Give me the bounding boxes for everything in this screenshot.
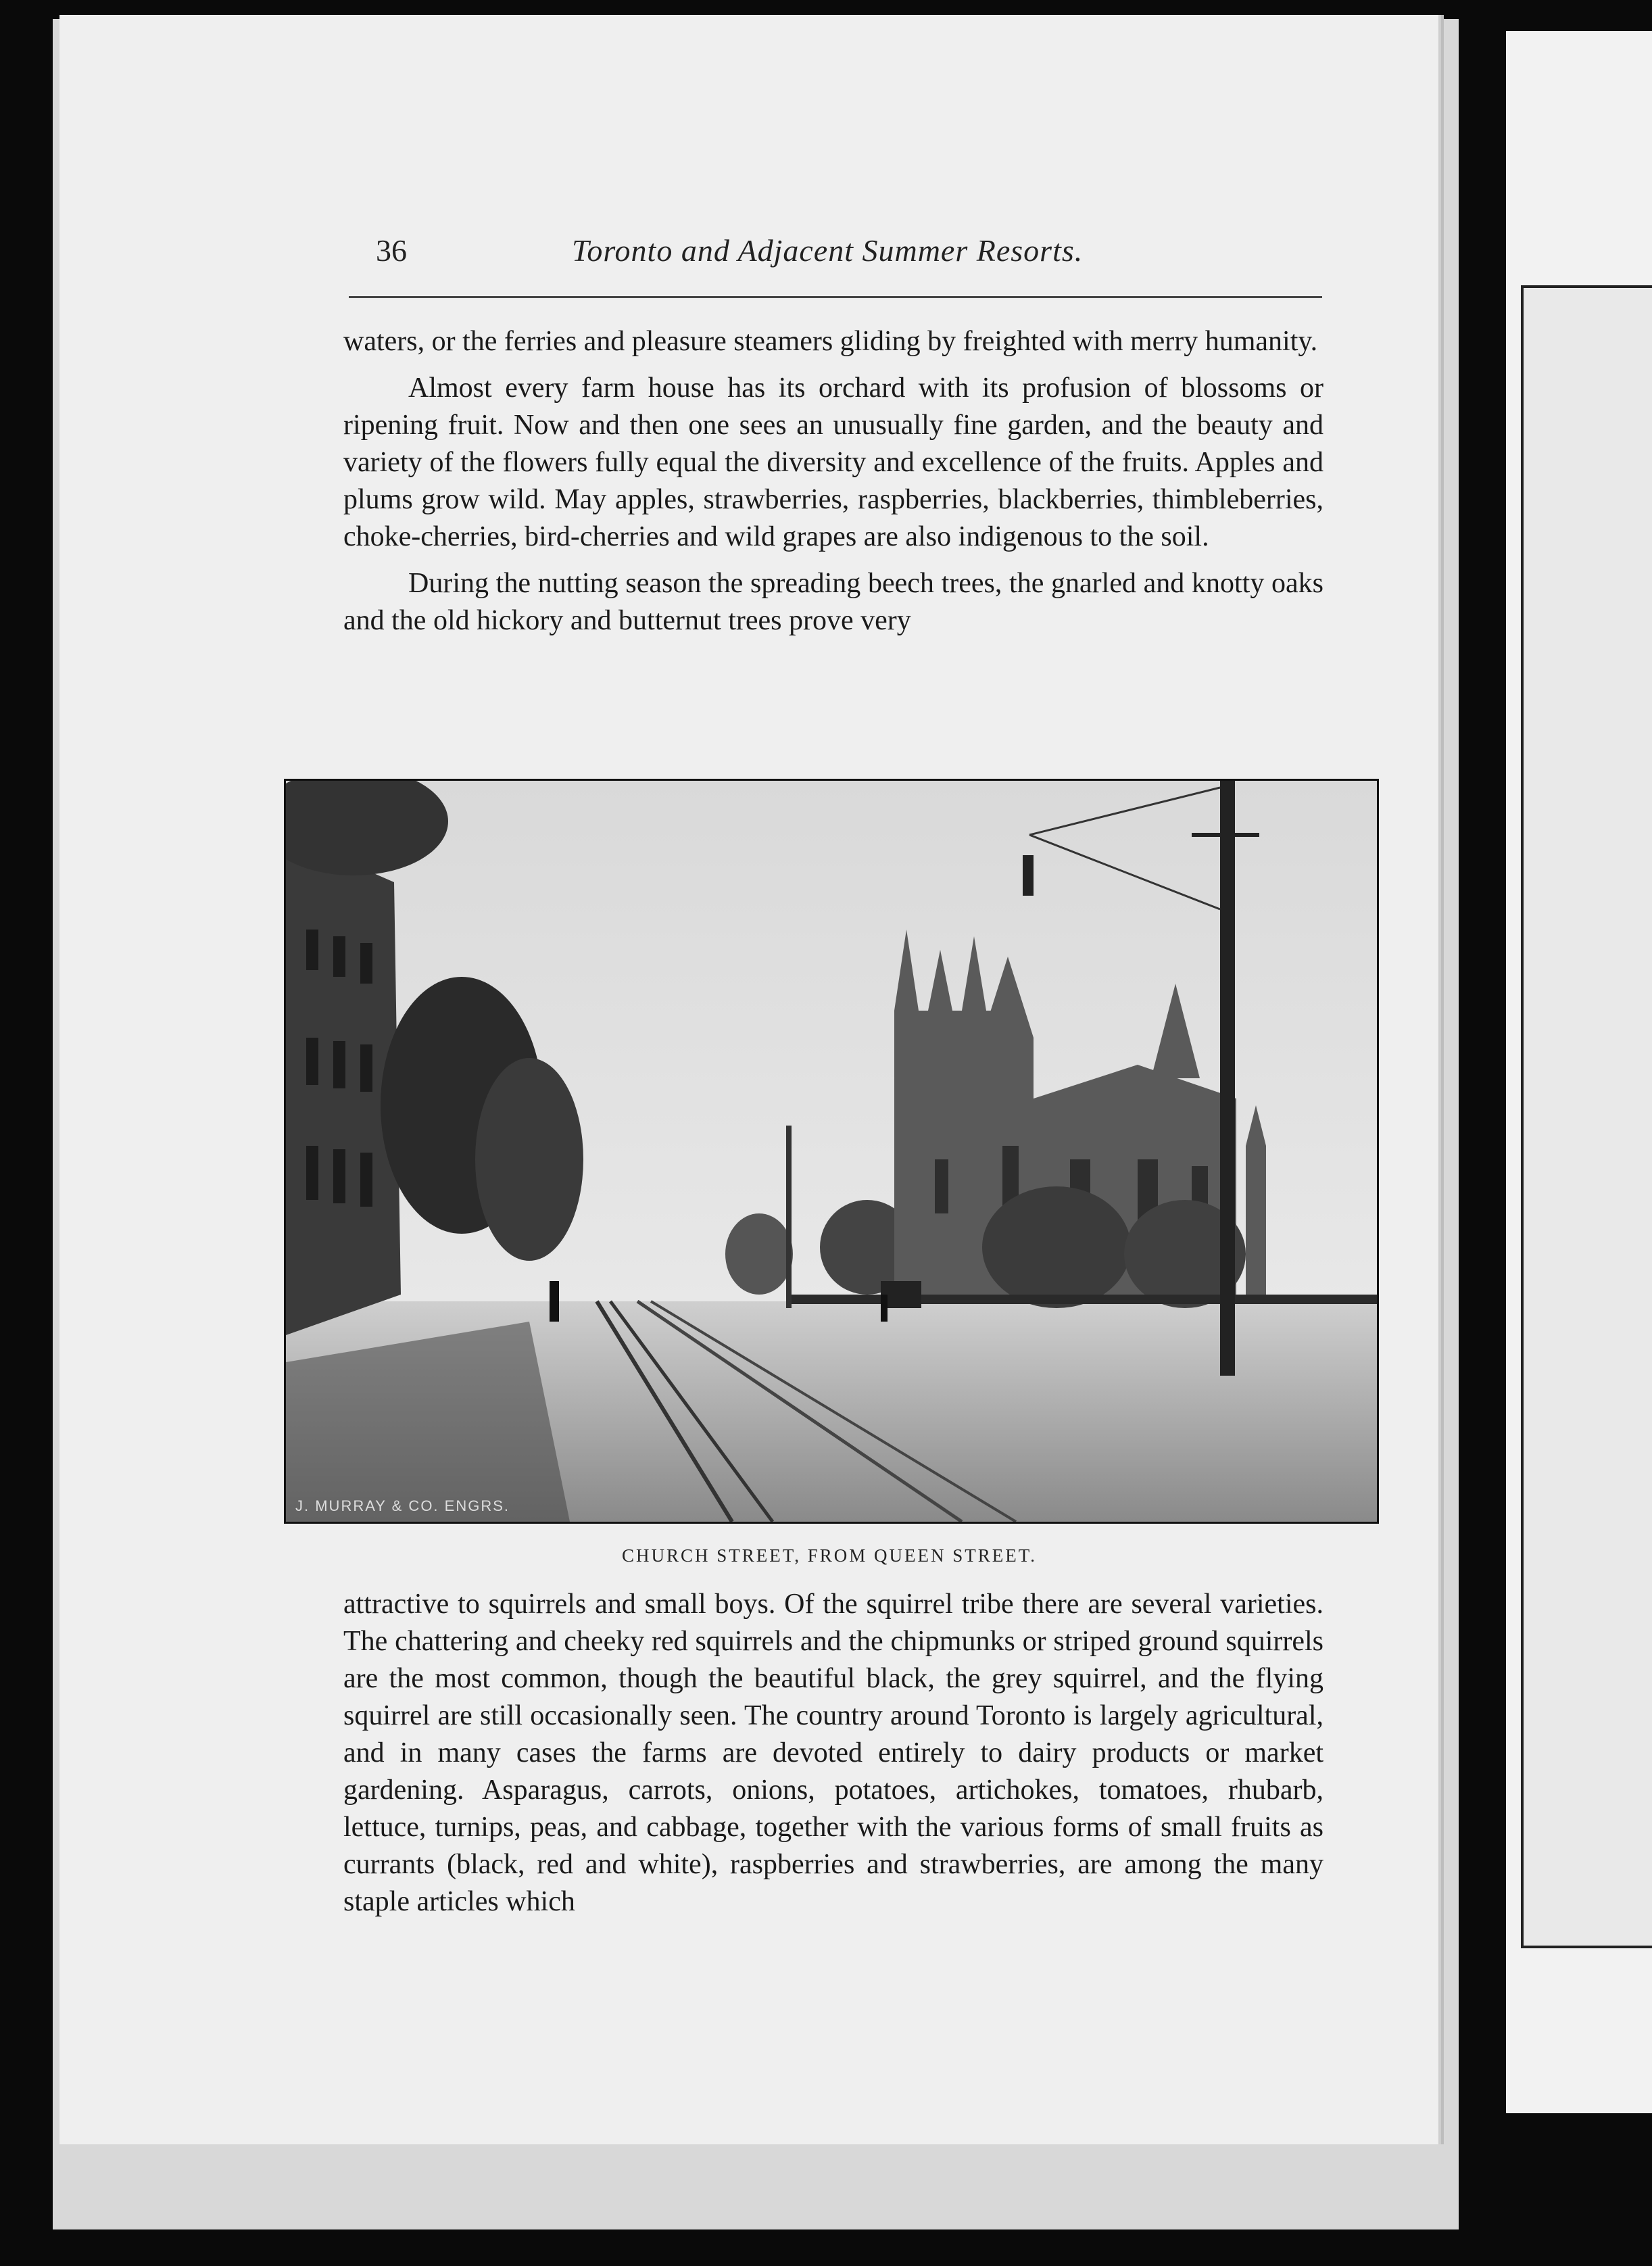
paragraph: waters, or the ferries and pleasure steamers gliding by freighted with merry humanity.	[343, 326, 1318, 357]
paragraph: Almost every farm house has its orchard with its profusion of blossoms or ripening fruit. Now and then one sees an unusually fine garden, and the beauty and variety of the flowers fully equal the diversity and excellence of the fruits. Apples and plums grow wild. May apples, strawberries, raspberries, blackberries, thimbleberries, choke-cherries, bird-cherries and wild grapes are also indigenous to the soil.	[343, 372, 1323, 552]
page-header	[376, 233, 1322, 287]
engraver-credit: J. MURRAY & CO. ENGRS.	[295, 1497, 510, 1514]
paragraph: attractive to squirrels and small boys. Of the squirrel tribe there are several varieties. The chattering and cheeky red squirrels and the chipmunks or striped ground squirrels are the most common, though the beautiful black, the grey squirrel, and the flying squirrel are still occasionally seen. The country around Toronto is largely agricultural, and in many cases the farms are devoted entirely to dairy products or market gardening. Asparagus, carrots, onions, potatoes, artichokes, tomatoes, rhubarb, lettuce, turnips, peas, and cabbage, together with the various forms of small fruits as currants (black, red and white), raspberries and strawberries, are among the many staple articles which	[343, 1589, 1323, 1917]
text-block-top	[343, 323, 1323, 640]
header-rule	[349, 296, 1322, 298]
street-photograph	[286, 781, 1377, 1522]
running-title: Toronto and Adjacent Summer Resorts.	[572, 233, 1084, 268]
photo-plate	[284, 779, 1379, 1524]
figure-caption: CHURCH STREET, FROM QUEEN STREET.	[621, 1545, 1038, 1566]
paragraph: During the nutting season the spreading beech trees, the gnarled and knotty oaks and the old hickory and butternut trees prove very	[343, 568, 1323, 636]
facing-page-plate	[1521, 285, 1652, 1948]
page-number: 36	[376, 233, 407, 268]
text-block-bottom	[343, 1586, 1323, 1921]
